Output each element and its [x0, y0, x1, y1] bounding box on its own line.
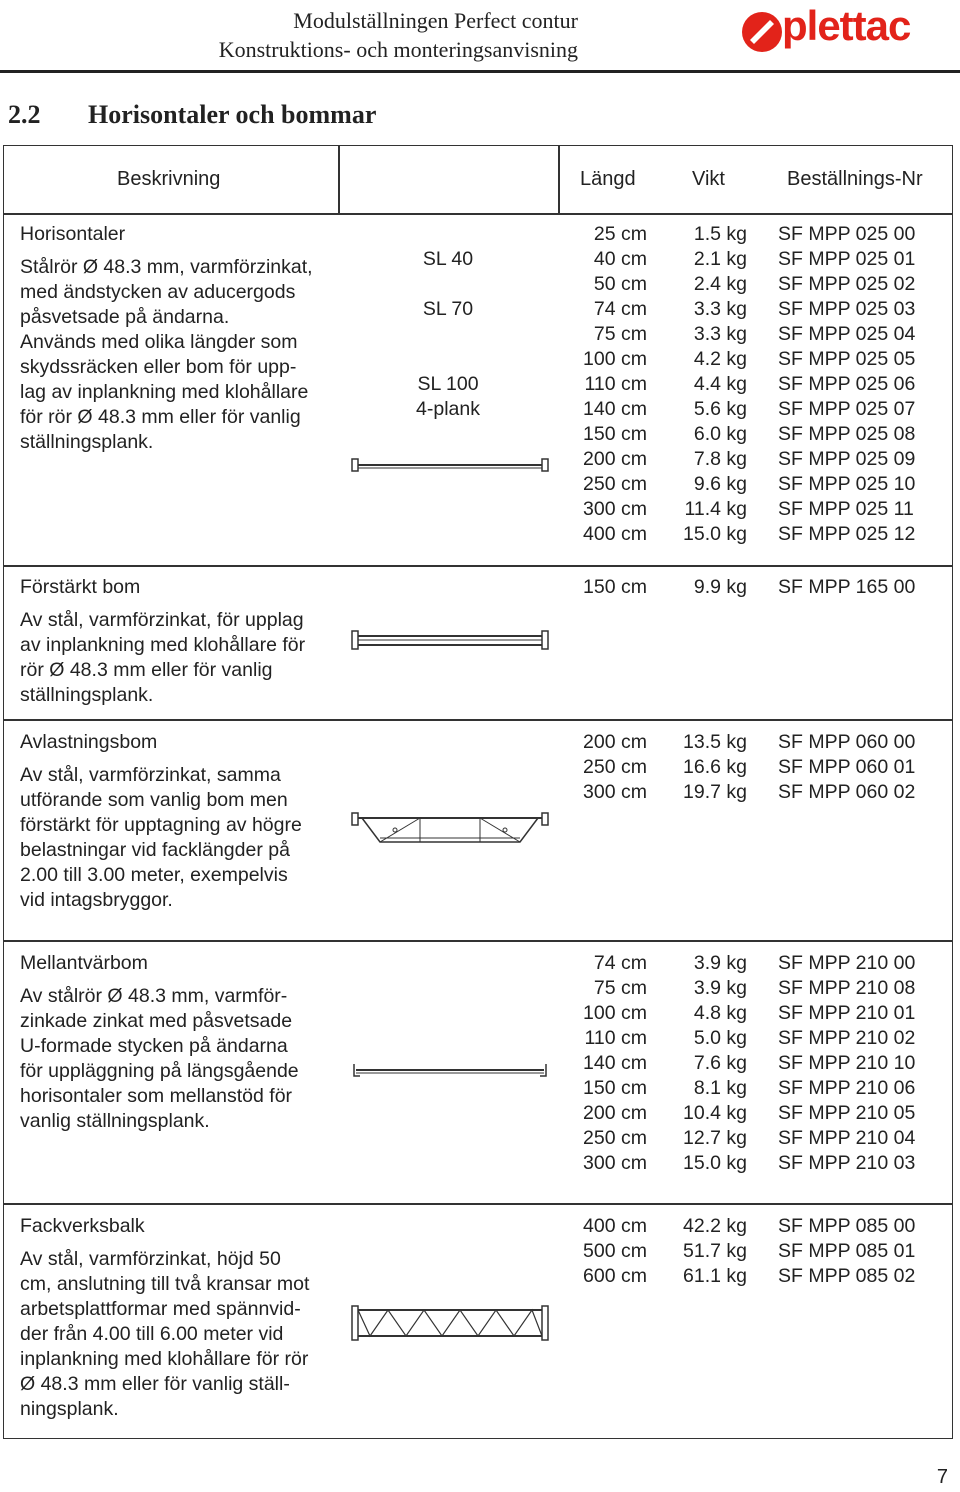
weight-list — [660, 951, 747, 1176]
order-number: SF MPP 210 04 — [778, 1127, 916, 1149]
order-number: SF MPP 025 02 — [778, 273, 916, 295]
order-number: SF MPP 060 02 — [778, 781, 916, 803]
order-number: SF MPP 210 05 — [778, 1102, 916, 1124]
page-number: 7 — [936, 1466, 948, 1488]
weight-value: 9.6 kg — [693, 473, 747, 495]
weight-value: 16.6 kg — [683, 756, 747, 778]
weight-value: 1.5 kg — [693, 223, 747, 245]
order-number: SF MPP 210 08 — [778, 977, 916, 999]
length-value: 400 cm — [583, 523, 647, 545]
model-label: SL 70 — [422, 298, 474, 320]
model-label: 4-plank — [416, 398, 480, 420]
length-value: 200 cm — [583, 448, 647, 470]
length-list — [540, 951, 647, 1176]
logo-wordmark: plettac — [782, 2, 911, 49]
weight-value: 11.4 kg — [684, 498, 747, 520]
order-number: SF MPP 210 00 — [778, 952, 916, 974]
order-list — [778, 730, 948, 805]
plettac-logo — [740, 2, 952, 58]
order-number: SF MPP 085 02 — [778, 1265, 916, 1287]
logo-mark-icon — [740, 10, 784, 54]
order-number: SF MPP 060 01 — [778, 756, 916, 778]
text-line: Av stålrör Ø 48.3 mm, varmför- — [20, 985, 288, 1007]
order-list — [778, 222, 948, 547]
order-number: SF MPP 060 00 — [778, 731, 916, 753]
column-header-order-no: Beställnings-Nr — [787, 168, 923, 190]
length-list — [540, 222, 647, 547]
length-value: 74 cm — [593, 298, 647, 320]
row-title: Fackverksbalk — [20, 1215, 145, 1237]
length-value: 140 cm — [583, 1052, 647, 1074]
model-label: SL 40 — [422, 248, 474, 270]
length-value: 110 cm — [584, 1027, 647, 1049]
lattice-girder-illustration — [350, 1304, 550, 1342]
length-value: 300 cm — [583, 781, 647, 803]
length-value: 75 cm — [593, 977, 647, 999]
order-list — [778, 575, 948, 600]
length-value: 75 cm — [593, 323, 647, 345]
text-line: der från 4.00 till 6.00 meter vid — [20, 1323, 284, 1345]
text-line: för uppläggning på längsgående — [20, 1060, 299, 1082]
text-line: ställningsplank. — [20, 431, 154, 453]
row-divider — [3, 719, 953, 721]
length-value: 500 cm — [583, 1240, 647, 1262]
text-line: med ändstycken av aducergods — [20, 281, 296, 303]
text-line: Av stål, varmförzinkat, för upplag — [20, 609, 304, 631]
text-line: ningsplank. — [20, 1398, 119, 1420]
length-value: 300 cm — [583, 1152, 647, 1174]
header-divider — [3, 213, 953, 215]
row-description — [20, 730, 340, 913]
weight-value: 3.9 kg — [693, 952, 747, 974]
weight-list — [660, 575, 747, 600]
header-rule — [0, 70, 960, 73]
weight-value: 10.4 kg — [683, 1102, 747, 1124]
order-number: SF MPP 025 09 — [778, 448, 916, 470]
order-number: SF MPP 210 03 — [778, 1152, 916, 1174]
length-value: 400 cm — [583, 1215, 647, 1237]
length-value: 150 cm — [583, 423, 647, 445]
order-number: SF MPP 165 00 — [778, 576, 916, 598]
weight-value: 5.0 kg — [693, 1027, 747, 1049]
length-list — [540, 730, 647, 805]
text-line: lag av inplankning med klohållare — [20, 381, 309, 403]
text-line: vanlig ställningsplank. — [20, 1110, 210, 1132]
weight-value: 7.6 kg — [693, 1052, 747, 1074]
order-number: SF MPP 025 05 — [778, 348, 916, 370]
weight-value: 15.0 kg — [683, 1152, 747, 1174]
relief-beam-illustration — [350, 810, 550, 850]
weight-value: 8.1 kg — [693, 1077, 747, 1099]
length-value: 200 cm — [583, 731, 647, 753]
weight-value: 12.7 kg — [683, 1127, 747, 1149]
length-value: 200 cm — [583, 1102, 647, 1124]
weight-list — [660, 1214, 747, 1289]
model-label: SL 100 — [417, 373, 479, 395]
length-value: 250 cm — [583, 473, 647, 495]
section-number: 2.2 — [8, 100, 41, 129]
weight-list — [660, 730, 747, 805]
text-line: horisontaler som mellanstöd för — [20, 1085, 293, 1107]
text-line: utförande som vanlig bom men — [20, 789, 288, 811]
order-number: SF MPP 025 04 — [778, 323, 916, 345]
order-number: SF MPP 025 00 — [778, 223, 916, 245]
order-number: SF MPP 025 07 — [778, 398, 916, 420]
weight-value: 9.9 kg — [693, 576, 747, 598]
weight-value: 61.1 kg — [683, 1265, 747, 1287]
weight-value: 19.7 kg — [683, 781, 747, 803]
text-line: av inplankning med klohållare för — [20, 634, 306, 656]
order-number: SF MPP 025 01 — [778, 248, 916, 270]
weight-value: 51.7 kg — [683, 1240, 747, 1262]
row-divider — [3, 940, 953, 942]
length-value: 250 cm — [583, 756, 647, 778]
column-header-length: Längd — [580, 168, 636, 190]
title-line-2: Konstruktions- och monteringsanvisning — [218, 37, 578, 62]
length-value: 110 cm — [584, 373, 647, 395]
text-line: Stålrör Ø 48.3 mm, varmförzinkat, — [20, 256, 313, 278]
order-number: SF MPP 210 10 — [778, 1052, 916, 1074]
row-description — [20, 1214, 340, 1422]
text-line: förstärkt för upptagning av högre — [20, 814, 302, 836]
text-line: Av stål, varmförzinkat, höjd 50 — [20, 1248, 281, 1270]
col-divider — [558, 145, 560, 215]
row-title: Horisontaler — [20, 223, 126, 245]
row-description — [20, 951, 340, 1134]
order-list — [778, 951, 948, 1176]
row-title: Avlastningsbom — [20, 731, 158, 753]
order-number: SF MPP 025 08 — [778, 423, 916, 445]
section-heading — [8, 100, 376, 130]
length-value: 150 cm — [583, 1077, 647, 1099]
text-line: för rör Ø 48.3 mm eller för vanlig — [20, 406, 301, 428]
length-value: 150 cm — [583, 576, 647, 598]
weight-value: 3.9 kg — [693, 977, 747, 999]
weight-value: 4.2 kg — [693, 348, 747, 370]
length-value: 300 cm — [583, 498, 647, 520]
document-title — [219, 6, 578, 64]
weight-value: 3.3 kg — [693, 323, 747, 345]
column-header-weight: Vikt — [692, 168, 725, 190]
order-number: SF MPP 210 02 — [778, 1027, 916, 1049]
text-line: Ø 48.3 mm eller för vanlig ställ- — [20, 1373, 290, 1395]
order-number: SF MPP 085 00 — [778, 1215, 916, 1237]
weight-value: 15.0 kg — [683, 523, 747, 545]
row-title: Mellantvärbom — [20, 952, 148, 974]
length-value: 100 cm — [583, 1002, 647, 1024]
text-line: rör Ø 48.3 mm eller för vanlig — [20, 659, 273, 681]
title-line-1: Modulställningen Perfect contur — [293, 8, 578, 33]
text-line: vid intagsbryggor. — [20, 889, 173, 911]
order-number: SF MPP 025 03 — [778, 298, 916, 320]
weight-value: 4.8 kg — [693, 1002, 747, 1024]
row-title: Förstärkt bom — [20, 576, 141, 598]
order-number: SF MPP 210 01 — [778, 1002, 916, 1024]
model-list — [380, 247, 516, 422]
row-divider — [3, 1203, 953, 1205]
weight-list — [660, 222, 747, 547]
weight-value: 42.2 kg — [683, 1215, 747, 1237]
weight-value: 7.8 kg — [693, 448, 747, 470]
weight-value: 2.4 kg — [693, 273, 747, 295]
text-line: skydssräcken eller bom för upp- — [20, 356, 297, 378]
weight-value: 13.5 kg — [683, 731, 747, 753]
text-line: cm, anslutning till två kransar mot — [20, 1273, 310, 1295]
length-value: 140 cm — [583, 398, 647, 420]
text-line: U-formade stycken på ändarna — [20, 1035, 288, 1057]
weight-value: 6.0 kg — [693, 423, 747, 445]
length-value: 74 cm — [593, 952, 647, 974]
text-line: påsvetsade på ändarna. — [20, 306, 230, 328]
reinforced-ledger-illustration — [350, 628, 550, 654]
text-line: inplankning med klohållare för rör — [20, 1348, 309, 1370]
weight-value: 5.6 kg — [693, 398, 747, 420]
text-line: arbetsplattformar med spännvid- — [20, 1298, 301, 1320]
order-number: SF MPP 025 11 — [778, 498, 914, 520]
row-divider — [3, 565, 953, 567]
length-value: 50 cm — [593, 273, 647, 295]
length-value: 600 cm — [583, 1265, 647, 1287]
text-line: zinkade zinkat med påsvetsade — [20, 1010, 293, 1032]
text-line: Används med olika längder som — [20, 331, 298, 353]
row-description — [20, 222, 340, 455]
text-line: 2.00 till 3.00 meter, exempelvis — [20, 864, 288, 886]
order-list — [778, 1214, 948, 1289]
length-list — [540, 1214, 647, 1289]
order-number: SF MPP 025 12 — [778, 523, 916, 545]
length-list — [540, 575, 647, 600]
order-number: SF MPP 085 01 — [778, 1240, 916, 1262]
length-value: 25 cm — [593, 223, 647, 245]
text-line: ställningsplank. — [20, 684, 154, 706]
length-value: 250 cm — [583, 1127, 647, 1149]
order-number: SF MPP 025 10 — [778, 473, 916, 495]
order-number: SF MPP 210 06 — [778, 1077, 916, 1099]
text-line: belastningar vid facklängder på — [20, 839, 290, 861]
text-line: Av stål, varmförzinkat, samma — [20, 764, 281, 786]
col-divider — [338, 145, 340, 215]
length-value: 100 cm — [583, 348, 647, 370]
weight-value: 3.3 kg — [693, 298, 747, 320]
weight-value: 4.4 kg — [693, 373, 747, 395]
horizontal-ledger-illustration — [350, 455, 550, 475]
length-value: 40 cm — [593, 248, 647, 270]
order-number: SF MPP 025 06 — [778, 373, 916, 395]
column-header-description: Beskrivning — [117, 168, 221, 190]
intermediate-transom-illustration — [350, 1060, 550, 1080]
row-description — [20, 575, 340, 708]
weight-value: 2.1 kg — [693, 248, 747, 270]
section-title: Horisontaler och bommar — [88, 100, 377, 129]
